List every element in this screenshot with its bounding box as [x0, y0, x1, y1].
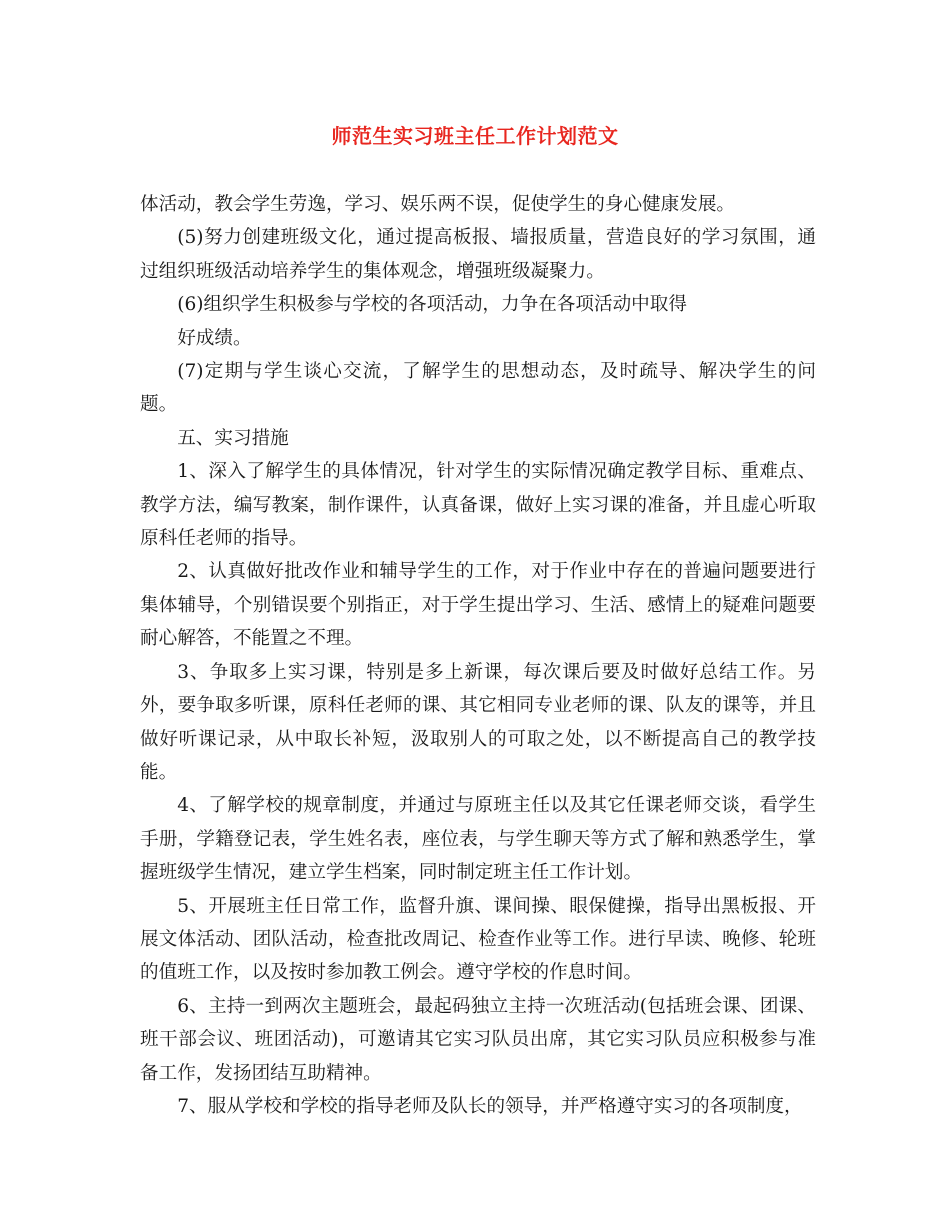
measure-1: 1、深入了解学生的具体情况，针对学生的实际情况确定教学目标、重难点、教学方法，编写教案，制作课件，认真备课，做好上实习课的准备，并且虚心听取原科任老师的指导。 — [140, 461, 816, 550]
document-body — [140, 188, 816, 1123]
measure-6: 6、主持一到两次主题班会，最起码独立主持一次班活动(包括班会课、团课、班干部会议、班团活动)，可邀请其它实习队员出席，其它实习队员应积极参与准备工作，发扬团结互助精神。 — [140, 995, 816, 1084]
measure-3: 3、争取多上实习课，特别是多上新课，每次课后要及时做好总结工作。另外，要争取多听课，原科任老师的课、其它相同专业老师的课、队友的课等，并且做好听课记录，从中取长补短，汲取别人的可取之处，以不断提高自己的教学技能。 — [140, 661, 816, 783]
measure-4: 4、了解学校的规章制度，并通过与原班主任以及其它任课老师交谈，看学生手册，学籍登记表，学生姓名表，座位表，与学生聊天等方式了解和熟悉学生，掌握班级学生情况，建立学生档案，同时制定班主任工作计划。 — [140, 795, 816, 884]
paragraph-item-6-continued: 好成绩。 — [177, 327, 252, 349]
paragraph-item-5: (5)努力创建班级文化，通过提高板报、墙报质量，营造良好的学习氛围，通过组织班级活动培养学生的集体观念，增强班级凝聚力。 — [140, 227, 816, 282]
section-heading-measures: 五、实习措施 — [177, 427, 289, 449]
measure-7: 7、服从学校和学校的指导老师及队长的领导，并严格遵守实习的各项制度， — [177, 1095, 803, 1117]
paragraph-item-7: (7)定期与学生谈心交流，了解学生的思想动态，及时疏导、解决学生的问题。 — [140, 361, 816, 416]
document-title: 师范生实习班主任工作计划范文 — [331, 124, 619, 148]
paragraph-item-6: (6)组织学生积极参与学校的各项活动，力争在各项活动中取得 — [177, 294, 687, 316]
measure-5: 5、开展班主任日常工作，监督升旗、课间操、眼保健操，指导出黑板报、开展文体活动、团队活动，检查批改周记、检查作业等工作。进行早读、晚修、轮班的值班工作，以及按时参加教工例会。遵守学校的作息时间。 — [140, 895, 816, 984]
paragraph-continuation: 体活动，教会学生劳逸，学习、娱乐两不误，促使学生的身心健康发展。 — [140, 194, 736, 215]
measure-2: 2、认真做好批改作业和辅导学生的工作，对于作业中存在的普遍问题要进行集体辅导，个别错误要个别指正，对于学生提出学习、生活、感情上的疑难问题要耐心解答，不能置之不理。 — [140, 561, 816, 650]
